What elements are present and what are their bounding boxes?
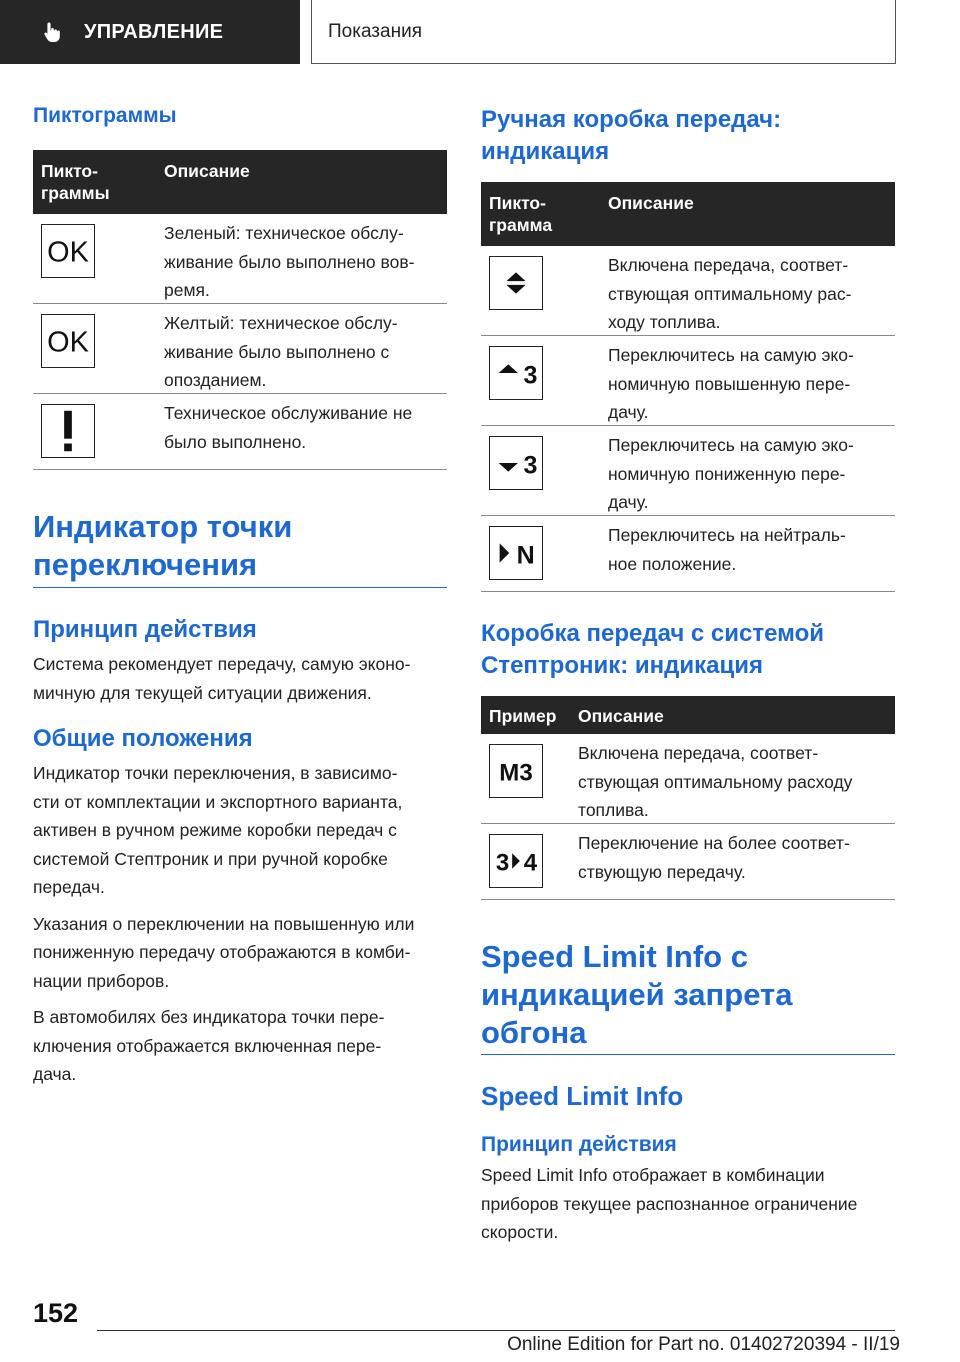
manual-gearbox-table <box>481 182 895 592</box>
principle-heading: Принцип действия <box>33 616 257 643</box>
steptronic-heading: Коробка передач с системой Стептроник: индикация <box>481 620 825 679</box>
edition-info: Online Edition for Part no. 01402720394 - II/19 <box>507 1334 900 1355</box>
exclamation-icon <box>41 404 95 458</box>
general-heading: Общие положения <box>33 725 253 752</box>
row-description: Переключитесь на самую эко- номичную повышенную пере- дачу. <box>608 345 854 422</box>
row-description: Зеленый: техническое обслу- живание было выполнено вов- ремя. <box>164 223 415 300</box>
section-title: УПРАВЛЕНИЕ <box>84 20 224 43</box>
column-header-description: Описание <box>578 706 664 726</box>
row-description: Желтый: техническое обслу- живание было выполнено с опозданием. <box>164 313 398 390</box>
optimal-gear-icon <box>489 256 543 310</box>
shift-3-4-icon <box>489 834 543 888</box>
general-paragraph-3: В автомобилях без индикатора точки пере- ключения отображается включенная пере- дача. <box>33 1007 385 1084</box>
table-row <box>481 734 895 824</box>
downshift-glyph: 3 <box>523 451 538 480</box>
pictograms-table <box>33 150 447 470</box>
table-row <box>33 304 447 394</box>
ok-icon <box>41 224 95 278</box>
upshift-glyph: 3 <box>523 361 538 390</box>
hand-pointer-icon <box>40 20 64 44</box>
svg-text:OK: OK <box>47 236 89 269</box>
column-header-description: Описание <box>608 193 694 213</box>
m3-glyph: M3 <box>499 759 533 787</box>
page-number: 152 <box>33 1298 79 1328</box>
column-header-description: Описание <box>164 161 250 181</box>
neutral-glyph: N <box>516 541 535 570</box>
shift-point-heading: Индикатор точки переключения <box>33 509 293 582</box>
general-paragraph-1: Индикатор точки переключения, в зависимо- сти от комплектации и экспортного варианта, активен в ручном режиме коробки передач с системой Стептроник и при ручной коробке передач. <box>33 763 403 897</box>
table-row <box>481 516 895 592</box>
table-row <box>481 246 895 336</box>
row-description: Включена передача, соответ- ствующая оптимальному расходу топлива. <box>578 743 853 820</box>
row-description: Техническое обслуживание не было выполнено. <box>164 403 413 452</box>
sli-principle-heading: Принцип действия <box>481 1133 677 1156</box>
row-description: Переключитесь на нейтраль- ное положение. <box>608 525 846 574</box>
section-tab[interactable] <box>0 0 300 64</box>
pictograms-heading: Пиктограммы <box>33 104 177 127</box>
table-header <box>481 696 895 734</box>
row-description: Переключитесь на самую эко- номичную пониженную пере- дачу. <box>608 435 854 512</box>
row-description: Переключение на более соответ- ствующую передачу. <box>578 833 850 882</box>
from-gear-glyph: 3 <box>495 849 510 877</box>
steptronic-table <box>481 696 895 900</box>
table-header <box>33 150 447 214</box>
page-title-box <box>311 0 896 64</box>
row-description: Включена передача, соответ- ствующая оптимальному рас- ходу топлива. <box>608 255 852 332</box>
table-row <box>481 824 895 900</box>
table-row <box>481 336 895 426</box>
table-row <box>33 394 447 470</box>
upshift-3-icon <box>489 346 543 400</box>
footer-rule <box>97 1330 895 1331</box>
svg-text:OK: OK <box>47 326 89 359</box>
downshift-3-icon <box>489 436 543 490</box>
sli-text: Speed Limit Info отображает в комбинации приборов текущее распознанное ограничение скорости. <box>481 1165 858 1242</box>
ok-icon <box>41 314 95 368</box>
principle-text: Система рекомендует передачу, самую эконо- мичную для текущей ситуации движения. <box>33 654 411 703</box>
column-header-pictogram: Пикто- грамма <box>489 193 553 235</box>
heading-rule <box>481 1054 895 1055</box>
general-paragraph-2: Указания о переключении на повышенную или пониженную передачу отображаются в комби- нации приборов. <box>33 913 415 991</box>
column-header-pictograms: Пикто- граммы <box>41 161 110 203</box>
page-title: Показания <box>328 20 422 42</box>
speed-limit-subheading: Speed Limit Info <box>481 1081 684 1111</box>
table-row <box>481 426 895 516</box>
table-header <box>481 182 895 246</box>
column-header-example: Пример <box>489 706 557 726</box>
heading-rule <box>33 587 447 588</box>
neutral-icon <box>489 526 543 580</box>
table-row <box>33 214 447 304</box>
speed-limit-heading: Speed Limit Info с индикацией запрета обгона <box>481 939 793 1050</box>
m3-icon <box>489 744 543 798</box>
to-gear-glyph: 4 <box>523 849 538 877</box>
manual-gearbox-heading: Ручная коробка передач: индикация <box>481 106 782 165</box>
